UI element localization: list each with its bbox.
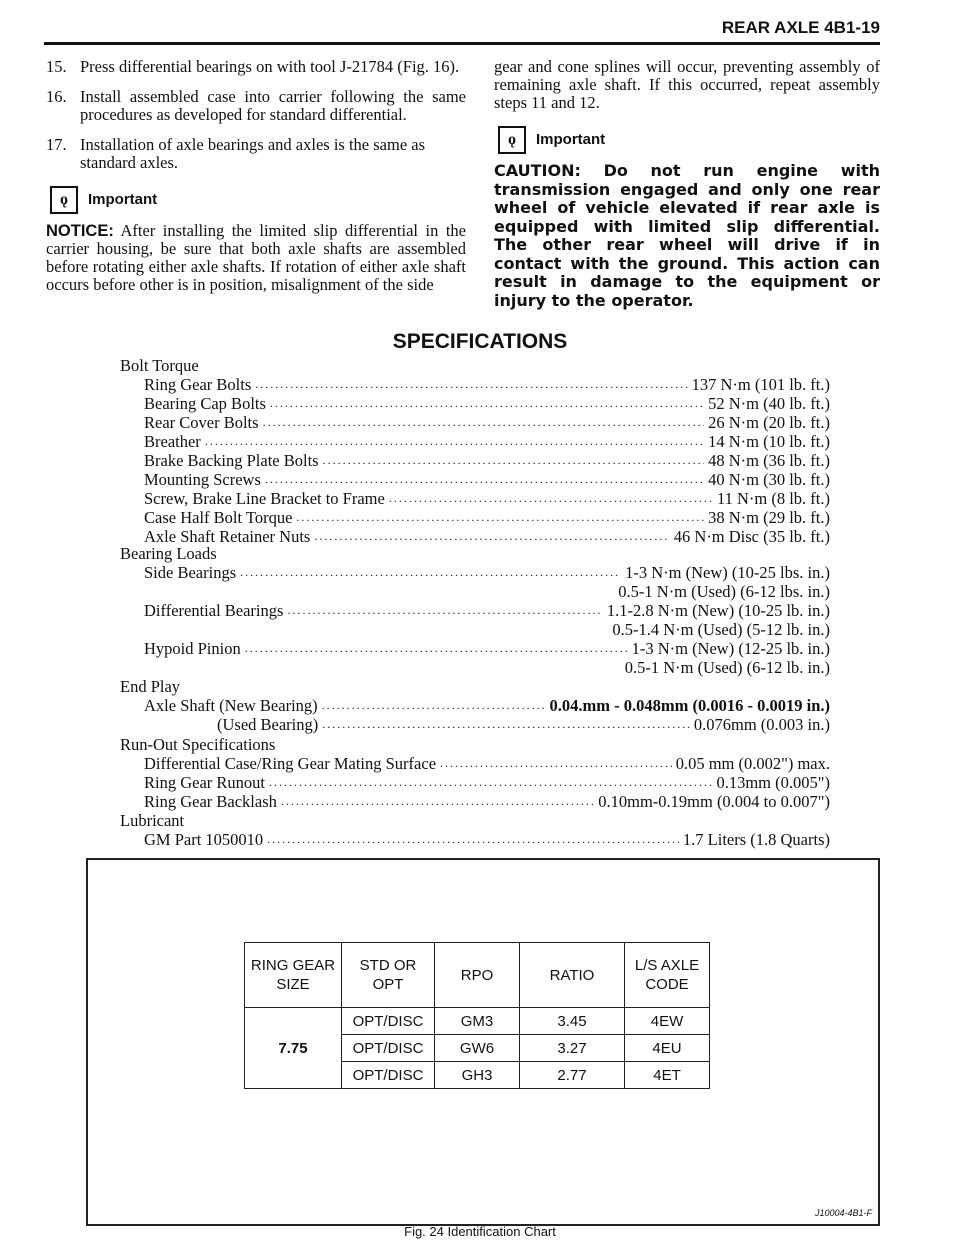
dot-leader <box>323 451 704 470</box>
bolt-torque-section <box>120 356 830 546</box>
spec-label: Case Half Bolt Torque <box>144 508 293 527</box>
spec-value: 0.05 mm (0.002") max. <box>675 754 830 773</box>
spec-value: 1.1-2.8 N·m (New) (10-25 lb. in.) <box>606 601 830 620</box>
dot-leader <box>389 489 713 508</box>
table-cell: GW6 <box>435 1035 520 1062</box>
identification-table <box>244 942 710 1089</box>
dot-leader <box>269 773 712 792</box>
dot-leader <box>281 792 594 811</box>
table-cell-size: 7.75 <box>245 1008 342 1089</box>
specifications-title: SPECIFICATIONS <box>392 330 568 353</box>
step-16 <box>46 88 466 124</box>
spec-label: (Used Bearing) <box>217 715 319 734</box>
section-heading: End Play <box>120 677 181 696</box>
dot-leader <box>245 639 628 658</box>
spec-label: Ring Gear Backlash <box>144 792 277 811</box>
left-column <box>46 58 466 294</box>
right-column <box>494 58 880 310</box>
column-header: RATIO <box>520 943 625 1008</box>
spec-row <box>120 508 830 527</box>
figure-caption: Fig. 24 Identification Chart <box>404 1224 556 1239</box>
spec-value: 38 N·m (29 lb. ft.) <box>708 508 830 527</box>
table-header-row <box>245 943 710 1008</box>
spec-value: 0.04.mm - 0.048mm (0.0016 - 0.0019 in.) <box>549 696 830 715</box>
continuation-paragraph: gear and cone splines will occur, preventing assembly of remaining axle shaft. If this occurred, repeat assembly steps 11 and 12. <box>494 57 880 112</box>
dot-leader <box>296 508 704 527</box>
spec-value: 26 N·m (20 lb. ft.) <box>708 413 830 432</box>
section-heading: Bolt Torque <box>120 356 199 375</box>
step-text: Installation of axle bearings and axles is the same as standard axles. <box>80 135 426 172</box>
table-cell: OPT/DISC <box>342 1062 435 1089</box>
spec-row <box>120 432 830 451</box>
step-number: 17. <box>46 135 67 154</box>
spec-value: 11 N·m (8 lb. ft.) <box>716 489 830 508</box>
step-text: Install assembled case into carrier following the same procedures as developed for standard differential. <box>80 87 466 124</box>
dot-leader <box>205 432 704 451</box>
spec-label: Axle Shaft Retainer Nuts <box>144 527 311 546</box>
section-heading: Run-Out Specifications <box>120 735 276 754</box>
figure-code: J10004-4B1-F <box>814 1208 872 1218</box>
column-header: STD OR OPT <box>342 943 435 1008</box>
spec-row <box>120 792 830 811</box>
spec-label: Mounting Screws <box>144 470 261 489</box>
dot-leader <box>440 754 672 773</box>
table-cell: OPT/DISC <box>342 1008 435 1035</box>
spec-row <box>120 773 830 792</box>
spec-label: Differential Bearings <box>144 601 284 620</box>
spec-label: Ring Gear Runout <box>144 773 265 792</box>
dot-leader <box>240 563 621 582</box>
spec-row <box>120 563 830 582</box>
spec-value: 40 N·m (30 lb. ft.) <box>708 470 830 489</box>
important-icon: ǫ <box>498 126 526 154</box>
spec-value: 0.13mm (0.005") <box>716 773 830 792</box>
table-cell: 3.27 <box>520 1035 625 1062</box>
column-header: RPO <box>435 943 520 1008</box>
spec-label: Differential Case/Ring Gear Mating Surface <box>144 754 437 773</box>
spec-label: GM Part 1050010 <box>144 830 264 849</box>
column-header: RING GEAR SIZE <box>245 943 342 1008</box>
dot-leader <box>270 394 704 413</box>
step-17 <box>46 136 466 172</box>
table-cell: OPT/DISC <box>342 1035 435 1062</box>
dot-leader <box>322 696 546 715</box>
dot-leader <box>263 413 705 432</box>
spec-row <box>120 696 830 715</box>
spec-row <box>120 715 830 734</box>
spec-value-used: 0.5-1 N·m (Used) (6-12 lb. in.) <box>624 658 830 677</box>
spec-row <box>120 601 830 620</box>
column-header: L/S AXLE CODE <box>625 943 710 1008</box>
spec-label: Hypoid Pinion <box>144 639 241 658</box>
spec-label: Screw, Brake Line Bracket to Frame <box>144 489 385 508</box>
table-cell: 2.77 <box>520 1062 625 1089</box>
caution-paragraph: CAUTION: Do not run engine with transmission engaged and only one rear wheel of vehicle elevated if rear axle is equipped with limited slip differential. The other rear wheel will drive if in contact with the ground. This action can result in damage to the equipment or injury to the operator. <box>494 161 880 310</box>
spec-label: Axle Shaft (New Bearing) <box>144 696 318 715</box>
important-label: Important <box>536 131 606 148</box>
spec-value: 46 N·m Disc (35 lb. ft.) <box>673 527 830 546</box>
spec-row <box>120 470 830 489</box>
spec-value: 0.10mm-0.19mm (0.004 to 0.007") <box>598 792 830 811</box>
bearing-loads-section <box>120 544 830 677</box>
spec-label: Brake Backing Plate Bolts <box>144 451 319 470</box>
spec-label: Breather <box>144 432 201 451</box>
spec-value: 52 N·m (40 lb. ft.) <box>708 394 830 413</box>
spec-value: 1-3 N·m (New) (10-25 lbs. in.) <box>625 563 830 582</box>
dot-leader <box>287 601 602 620</box>
spec-row <box>120 754 830 773</box>
spec-value-used: 0.5-1.4 N·m (Used) (5-12 lb. in.) <box>612 620 830 639</box>
table-cell: 4ET <box>625 1062 710 1089</box>
spec-value-used: 0.5-1 N·m (Used) (6-12 lbs. in.) <box>618 582 830 601</box>
notice-paragraph <box>46 222 466 294</box>
dot-leader <box>255 375 687 394</box>
step-number: 16. <box>46 87 67 106</box>
table-cell: GH3 <box>435 1062 520 1089</box>
spec-value: 0.076mm (0.003 in.) <box>693 715 830 734</box>
important-note <box>50 186 466 214</box>
spec-row <box>120 394 830 413</box>
spec-value: 14 N·m (10 lb. ft.) <box>708 432 830 451</box>
step-number: 15. <box>46 57 67 76</box>
section-heading: Bearing Loads <box>120 544 217 563</box>
spec-row <box>120 489 830 508</box>
runout-section <box>120 735 830 849</box>
end-play-section <box>120 677 830 734</box>
notice-text: After installing the limited slip differential in the carrier housing, be sure that both axle shafts are assembled before rotating either axle shafts. If rotation of either axle shaft occurs before other is in position, misalignment of the side <box>46 221 466 294</box>
spec-label: Bearing Cap Bolts <box>144 394 266 413</box>
spec-row <box>120 375 830 394</box>
dot-leader <box>265 470 704 489</box>
important-icon: ǫ <box>50 186 78 214</box>
notice-keyword: NOTICE: <box>46 222 114 240</box>
dot-leader <box>322 715 690 734</box>
step-15 <box>46 58 466 76</box>
spec-row <box>120 451 830 470</box>
spec-label: Ring Gear Bolts <box>144 375 252 394</box>
page-title: REAR AXLE 4B1-19 <box>721 18 880 37</box>
important-label: Important <box>88 191 158 208</box>
important-note <box>498 126 880 154</box>
spec-value: 48 N·m (36 lb. ft.) <box>708 451 830 470</box>
page-header <box>44 18 880 45</box>
dot-leader <box>267 830 679 849</box>
spec-label: Side Bearings <box>144 563 237 582</box>
table-cell: 4EU <box>625 1035 710 1062</box>
spec-value: 1.7 Liters (1.8 Quarts) <box>682 830 830 849</box>
spec-value: 1-3 N·m (New) (12-25 lb. in.) <box>631 639 830 658</box>
table-cell: 4EW <box>625 1008 710 1035</box>
table-cell: GM3 <box>435 1008 520 1035</box>
spec-row <box>120 413 830 432</box>
spec-value: 137 N·m (101 lb. ft.) <box>691 375 830 394</box>
table-row <box>245 1008 710 1035</box>
spec-label: Rear Cover Bolts <box>144 413 259 432</box>
section-heading: Lubricant <box>120 811 185 830</box>
table-cell: 3.45 <box>520 1008 625 1035</box>
step-text: Press differential bearings on with tool J-21784 (Fig. 16). <box>80 57 460 76</box>
spec-row <box>120 639 830 658</box>
identification-figure <box>86 858 880 1226</box>
spec-row <box>120 830 830 849</box>
